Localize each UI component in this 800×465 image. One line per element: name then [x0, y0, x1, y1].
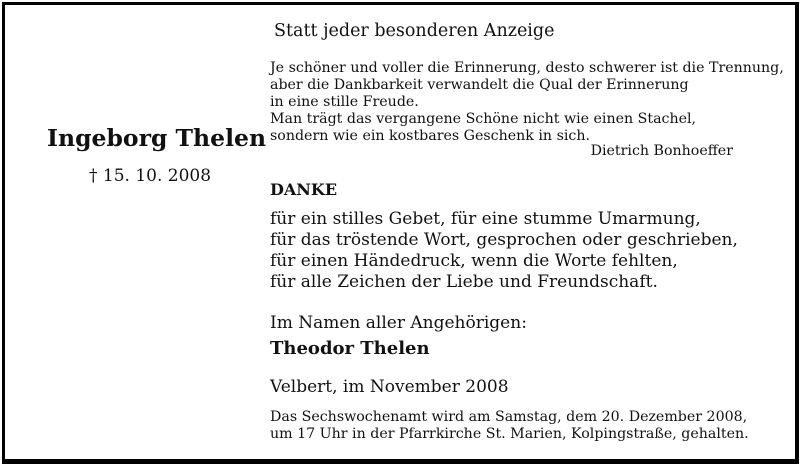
thanks-heading: DANKE: [270, 180, 338, 199]
quote-text: [270, 60, 784, 145]
thanks-text: [270, 209, 738, 293]
notice-headline: Statt jeder besonderen Anzeige: [274, 21, 555, 41]
deceased-name: Ingeborg Thelen: [47, 124, 267, 152]
death-date: † 15. 10. 2008: [89, 166, 212, 186]
quote-line: Je schöner und voller die Erinnerung, desto schwerer ist die Trennung,: [270, 60, 784, 76]
quote-line: in eine stille Freude.: [270, 94, 419, 110]
thanks-line: für ein stilles Gebet, für eine stumme Umarmung,: [270, 209, 701, 229]
place-date: Velbert, im November 2008: [270, 377, 509, 397]
service-notice-line: Das Sechswochenamt wird am Samstag, dem 20. Dezember 2008,: [270, 409, 748, 425]
thanks-line: für das tröstende Wort, gesprochen oder geschrieben,: [270, 230, 738, 250]
on-behalf-line: Im Namen aller Angehörigen:: [270, 313, 527, 333]
thanks-line: für alle Zeichen der Liebe und Freundschaft.: [270, 272, 658, 292]
quote-line: sondern wie ein kostbares Geschenk in sich.: [270, 128, 590, 144]
quote-line: aber die Dankbarkeit verwandelt die Qual der Erinnerung: [270, 77, 689, 93]
signatory-name: Theodor Thelen: [270, 338, 430, 359]
quote-line: Man trägt das vergangene Schöne nicht wie einen Stachel,: [270, 111, 697, 127]
service-notice: [270, 409, 749, 443]
quote-author: Dietrich Bonhoeffer: [590, 143, 733, 159]
thanks-line: für einen Händedruck, wenn die Worte fehlten,: [270, 251, 678, 271]
service-notice-line: um 17 Uhr in der Pfarrkirche St. Marien, Kolpingstraße, gehalten.: [270, 426, 749, 442]
